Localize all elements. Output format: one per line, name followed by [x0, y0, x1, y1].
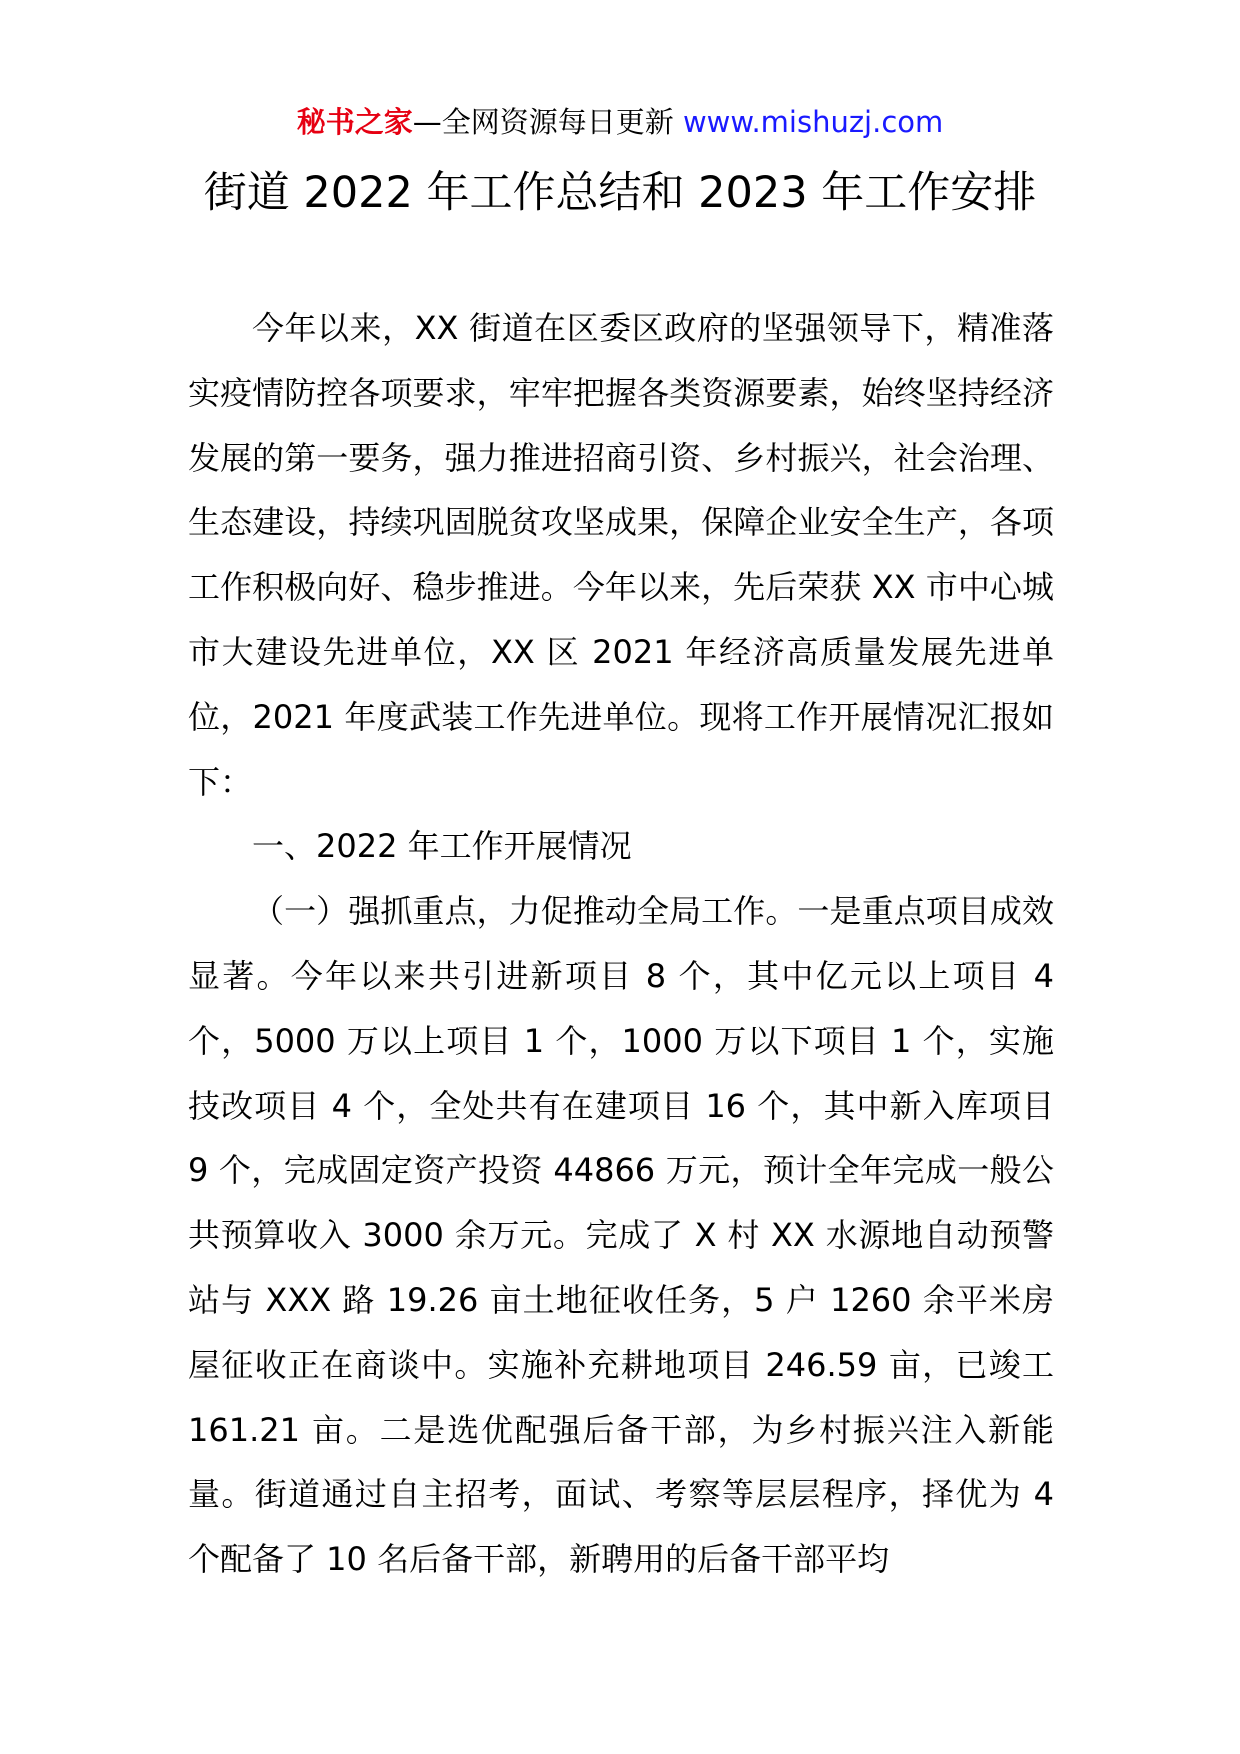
brand-name: 秘书之家 [296, 105, 413, 139]
document-title: 街道 2022 年工作总结和 2023 年工作安排 [203, 168, 1037, 218]
section-heading: 一、2022 年工作开展情况 [252, 827, 632, 866]
site-url-link[interactable]: www.mishuzj.com [682, 105, 944, 139]
intro-paragraph: 今年以来，XX 街道在区委区政府的坚强领导下，精准落实疫情防控各项要求，牢牢把握各类资源要素，始终坚持经济发展的第一要务，强力推进招商引资、乡村振兴，社会治理、生态建设，持续巩固脱贫攻坚成果，保障企业安全生产，各项工作积极向好、稳步推进。今年以来，先后荣获 XX 市中心城市大建设先进单位，XX 区 2021 年经济高质量发展先进单位，2021 年度武装工作先进单位。现将工作开展情况汇报如下： [188, 309, 1054, 801]
section-paragraph: （一）强抓重点，力促推动全局工作。一是重点项目成效显著。今年以来共引进新项目 8 个，其中亿元以上项目 4 个，5000 万以上项目 1 个，1000 万以下项目 1 个，实施技改项目 4 个，全处共有在建项目 16 个，其中新入库项目 9 个，完成固定资产投资 44866 万元，预计全年完成一般公共预算收入 3000 余万元。完成了 X 村 XX 水源地自动预警站与 XXX 路 19.26 亩土地征收任务，5 户 1260 余平米房屋征收正在商谈中。实施补充耕地项目 246.59 亩，已竣工 161.21 亩。二是选优配强后备干部，为乡村振兴注入新能量。街道通过自主招考，面试、考察等层层程序，择优为 4 个配备了 10 名后备干部，新聘用的后备干部平均 [188, 892, 1054, 1579]
site-header [0, 102, 1240, 142]
document-body [188, 296, 1054, 1592]
header-tagline: —全网资源每日更新 [412, 105, 674, 139]
